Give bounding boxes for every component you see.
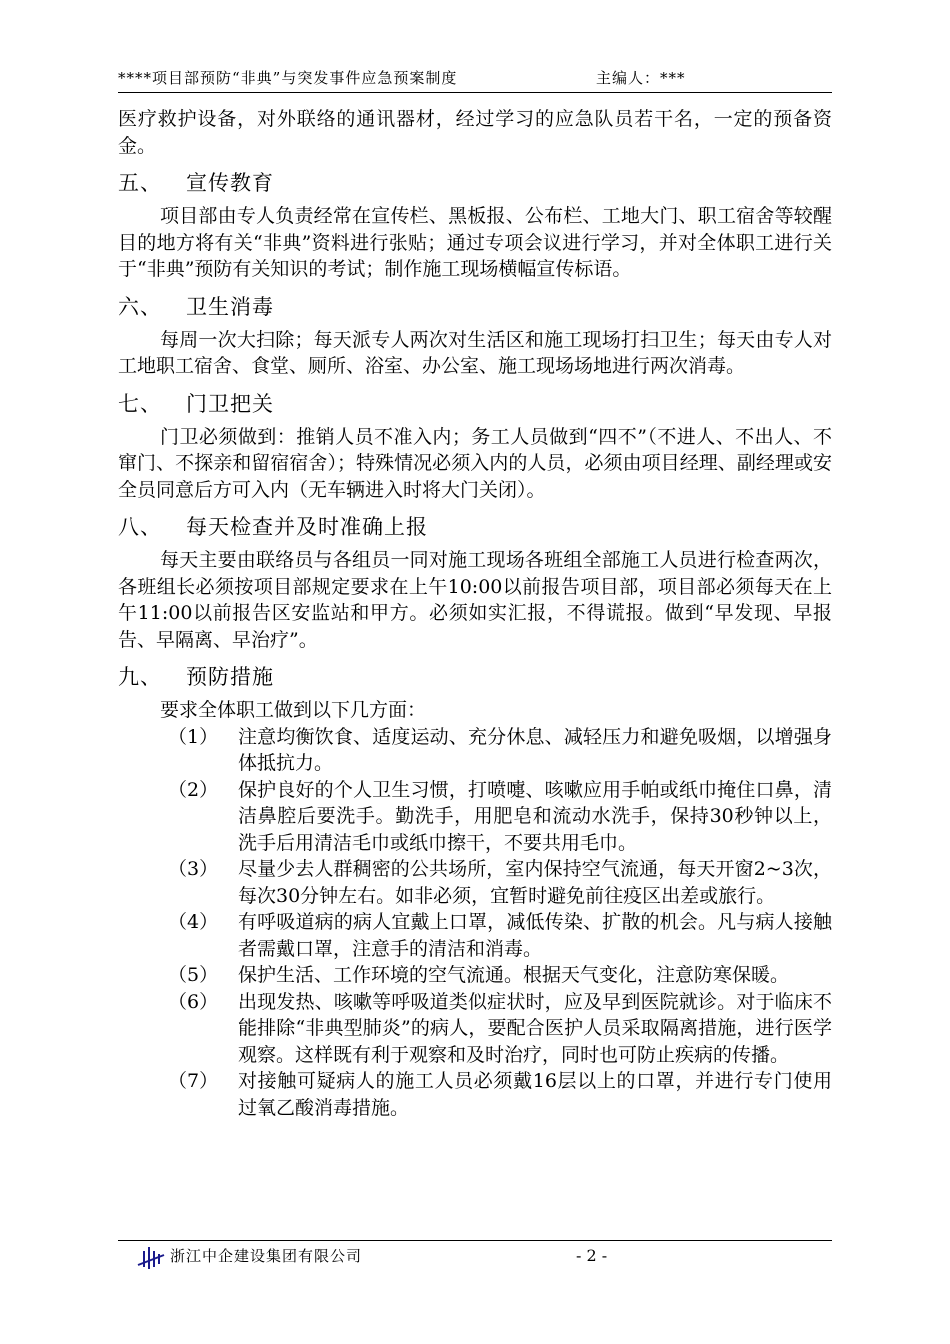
measures-list bbox=[118, 724, 832, 1122]
list-item-text: 有呼吸道病的病人宜戴上口罩，减低传染、扩散的机会。凡与病人接触者需戴口罩，注意手的清洁和消毒。 bbox=[238, 911, 832, 960]
section-title: 宣传教育 bbox=[186, 171, 274, 195]
page-footer bbox=[118, 1240, 832, 1275]
list-marker: （3） bbox=[168, 858, 219, 880]
section-heading-9 bbox=[118, 663, 832, 691]
header-title: ****项目部预防“非典”与突发事件应急预案制度 bbox=[118, 69, 458, 87]
section-heading-7 bbox=[118, 390, 832, 418]
list-marker: （2） bbox=[168, 778, 219, 801]
list-item-text: 保护良好的个人卫生习惯，打喷嚏、咳嗽应用手帕或纸巾掩住口鼻，清洁鼻腔后要洗手。勤洗手，用肥皂和流动水洗手，保持30秒钟以上，洗手后用清洁毛巾或纸巾擦干，不要共用毛巾。 bbox=[238, 778, 832, 854]
section-number: 五、 bbox=[118, 171, 162, 195]
page-number: - 2 - bbox=[576, 1246, 608, 1265]
list-item bbox=[118, 909, 832, 962]
list-item bbox=[118, 777, 832, 857]
section-title: 每天检查并及时准确上报 bbox=[186, 515, 428, 539]
list-item bbox=[118, 724, 832, 777]
section-number: 六、 bbox=[118, 294, 162, 319]
list-item-text: 出现发热、咳嗽等呼吸道类似症状时，应及早到医院就诊。对于临床不能排除“非典型肺炎”的病人，要配合医护人员采取隔离措施，进行医学观察。这样既有利于观察和及时治疗，同时也可防止疾病的传播。 bbox=[238, 990, 832, 1066]
section-heading-5 bbox=[118, 169, 832, 197]
document-body bbox=[118, 106, 832, 1121]
list-marker: （4） bbox=[168, 911, 219, 933]
section-heading-6 bbox=[118, 293, 832, 321]
section-body-8: 每天主要由联络员与各组员一同对施工现场各班组全部施工人员进行检查两次，各班组长必须按项目部规定要求在上午10:00以前报告项目部，项目部必须每天在上午11:00以前报告区安监站和甲方。必须如实汇报，不得谎报。做到“早发现、早报告、早隔离、早治疗”。 bbox=[118, 549, 832, 651]
list-item bbox=[118, 856, 832, 909]
section-number: 七、 bbox=[118, 391, 162, 416]
list-item-text: 对接触可疑病人的施工人员必须戴16层以上的口罩，并进行专门使用过氧乙酸消毒措施。 bbox=[238, 1070, 832, 1119]
section-title: 门卫把关 bbox=[186, 391, 274, 416]
list-item-text: 保护生活、工作环境的空气流通。根据天气变化，注意防寒保暖。 bbox=[238, 964, 790, 986]
list-item bbox=[118, 962, 832, 989]
list-item bbox=[118, 989, 832, 1069]
company-logo-icon bbox=[136, 1245, 166, 1271]
section-title: 卫生消毒 bbox=[186, 294, 274, 319]
section-number: 九、 bbox=[118, 665, 162, 689]
section-body-6: 每周一次大扫除；每天派专人两次对生活区和施工现场打扫卫生；每天由专人对工地职工宿舍、食堂、厕所、浴室、办公室、施工现场场地进行两次消毒。 bbox=[118, 328, 832, 377]
footer-company: 浙江中企建设集团有限公司 bbox=[170, 1247, 363, 1265]
section-body-5: 项目部由专人负责经常在宣传栏、黑板报、公布栏、工地大门、职工宿舍等较醒目的地方将有关“非典”资料进行张贴；通过专项会议进行学习，并对全体职工进行关于“非典”预防有关知识的考试；制作施工现场横幅宣传标语。 bbox=[118, 205, 832, 280]
section-number: 八、 bbox=[118, 515, 162, 539]
intro-continuation: 医疗救护设备，对外联络的通讯器材，经过学习的应急队员若干名，一定的预备资金。 bbox=[118, 108, 832, 157]
header-editor: 主编人：*** bbox=[596, 69, 686, 87]
list-item bbox=[118, 1068, 832, 1121]
page-header bbox=[118, 66, 832, 93]
list-marker: （5） bbox=[168, 964, 219, 986]
section-title: 预防措施 bbox=[186, 665, 274, 689]
section-body-7: 门卫必须做到：推销人员不准入内；务工人员做到“四不”（不进人、不出人、不窜门、不探亲和留宿宿舍）；特殊情况必须入内的人员，必须由项目经理、副经理或安全员同意后方可入内（无车辆进入时将大门关闭）。 bbox=[118, 425, 832, 501]
list-marker: （6） bbox=[168, 990, 219, 1013]
section-heading-8 bbox=[118, 513, 832, 541]
section-body-9: 要求全体职工做到以下几方面： bbox=[160, 699, 427, 721]
list-marker: （1） bbox=[168, 725, 219, 748]
list-item-text: 尽量少去人群稠密的公共场所，室内保持空气流通，每天开窗2~3次，每次30分钟左右。如非必须，宜暂时避免前往疫区出差或旅行。 bbox=[238, 858, 832, 907]
list-item-text: 注意均衡饮食、适度运动、充分休息、减轻压力和避免吸烟，以增强身体抵抗力。 bbox=[238, 725, 832, 774]
list-marker: （7） bbox=[168, 1070, 219, 1092]
